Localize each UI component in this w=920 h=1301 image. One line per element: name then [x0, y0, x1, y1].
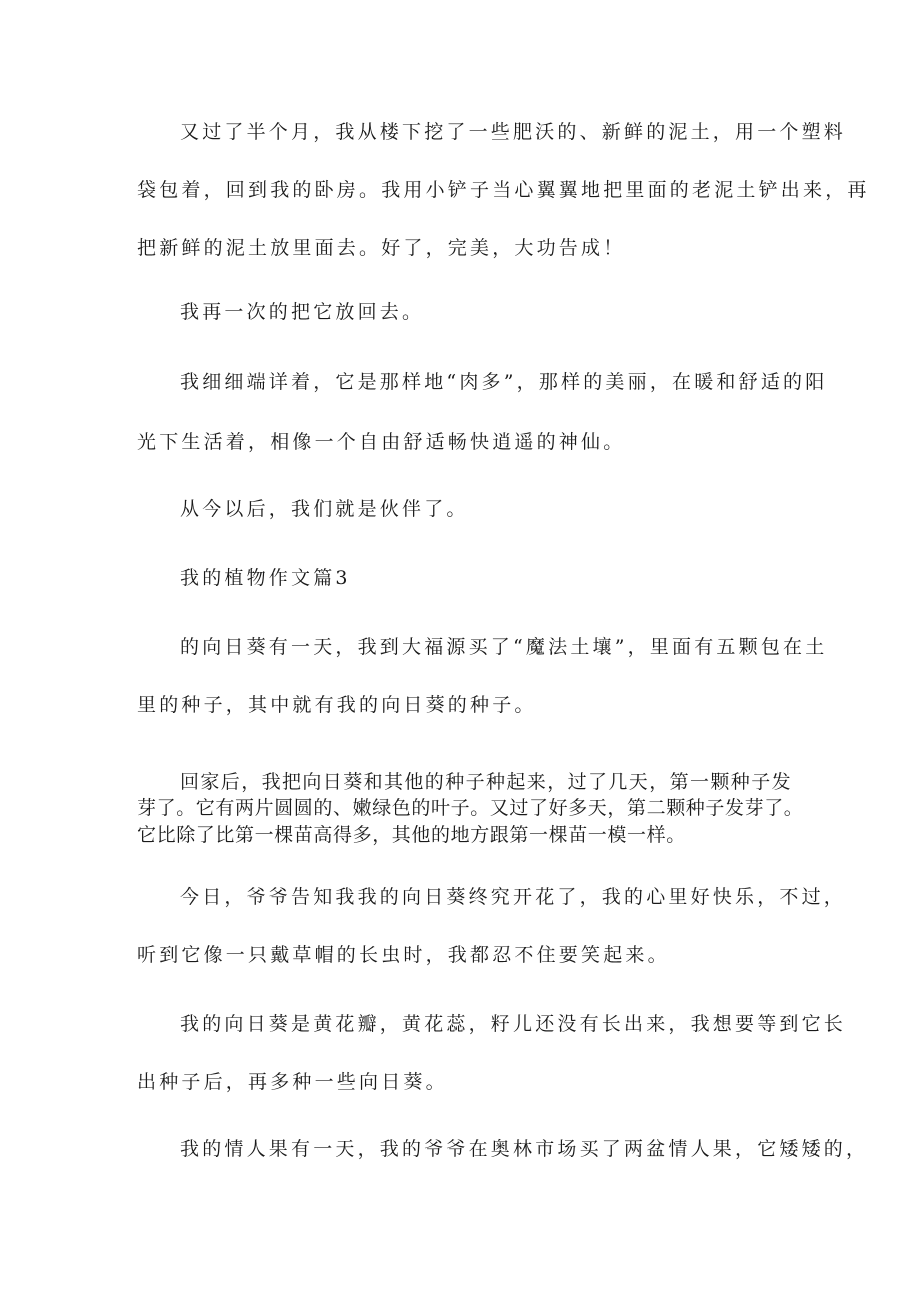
paragraph-5-line-1: 的向日葵有一天，我到大福源买了“魔法土壤”，里面有五颗包在土	[180, 636, 828, 658]
paragraph-1-line-1: 又过了半个月，我从楼下挖了一些肥沃的、新鲜的泥土，用一个塑料	[180, 121, 847, 143]
paragraph-7-line-1: 今日，爷爷告知我我的向日葵终究开花了，我的心里好快乐，不过，	[180, 886, 847, 908]
paragraph-3-line-2: 光下生活着，相像一个自由舒适畅快逍遥的神仙。	[137, 431, 626, 453]
paragraph-5-line-2: 里的种子，其中就有我的向日葵的种子。	[137, 694, 537, 716]
paragraph-3-line-1: 我细细端详着，它是那样地“肉多”，那样的美丽，在暖和舒适的阳	[180, 371, 828, 393]
paragraph-2-line-1: 我再一次的把它放回去。	[180, 301, 425, 323]
paragraph-8-line-1: 我的向日葵是黄花瓣，黄花蕊，籽儿还没有长出来，我想要等到它长	[180, 1013, 847, 1035]
paragraph-6-line-2: 芽了。它有两片圆圆的、嫩绿色的叶子。又过了好多天，第二颗种子发芽了。	[137, 797, 804, 819]
section-heading: 我的植物作文篇3	[180, 567, 351, 589]
paragraph-8-line-2: 出种子后，再多种一些向日葵。	[137, 1071, 448, 1093]
paragraph-1-line-3: 把新鲜的泥土放里面去。好了，完美，大功告成！	[137, 237, 626, 259]
paragraph-7-line-2: 听到它像一只戴草帽的长虫时，我都忍不住要笑起来。	[137, 944, 670, 966]
paragraph-6-line-3: 它比除了比第一棵苗高得多，其他的地方跟第一棵苗一模一样。	[137, 824, 686, 846]
paragraph-4-line-1: 从今以后，我们就是伙伴了。	[180, 498, 469, 520]
paragraph-1-line-2: 袋包着，回到我的卧房。我用小铲子当心翼翼地把里面的老泥土铲出来，再	[137, 179, 870, 201]
paragraph-9-line-1: 我的情人果有一天，我的爷爷在奥林市场买了两盆情人果，它矮矮的，	[180, 1138, 869, 1160]
paragraph-6-line-1: 回家后，我把向日葵和其他的种子种起来，过了几天，第一颗种子发	[180, 771, 793, 793]
